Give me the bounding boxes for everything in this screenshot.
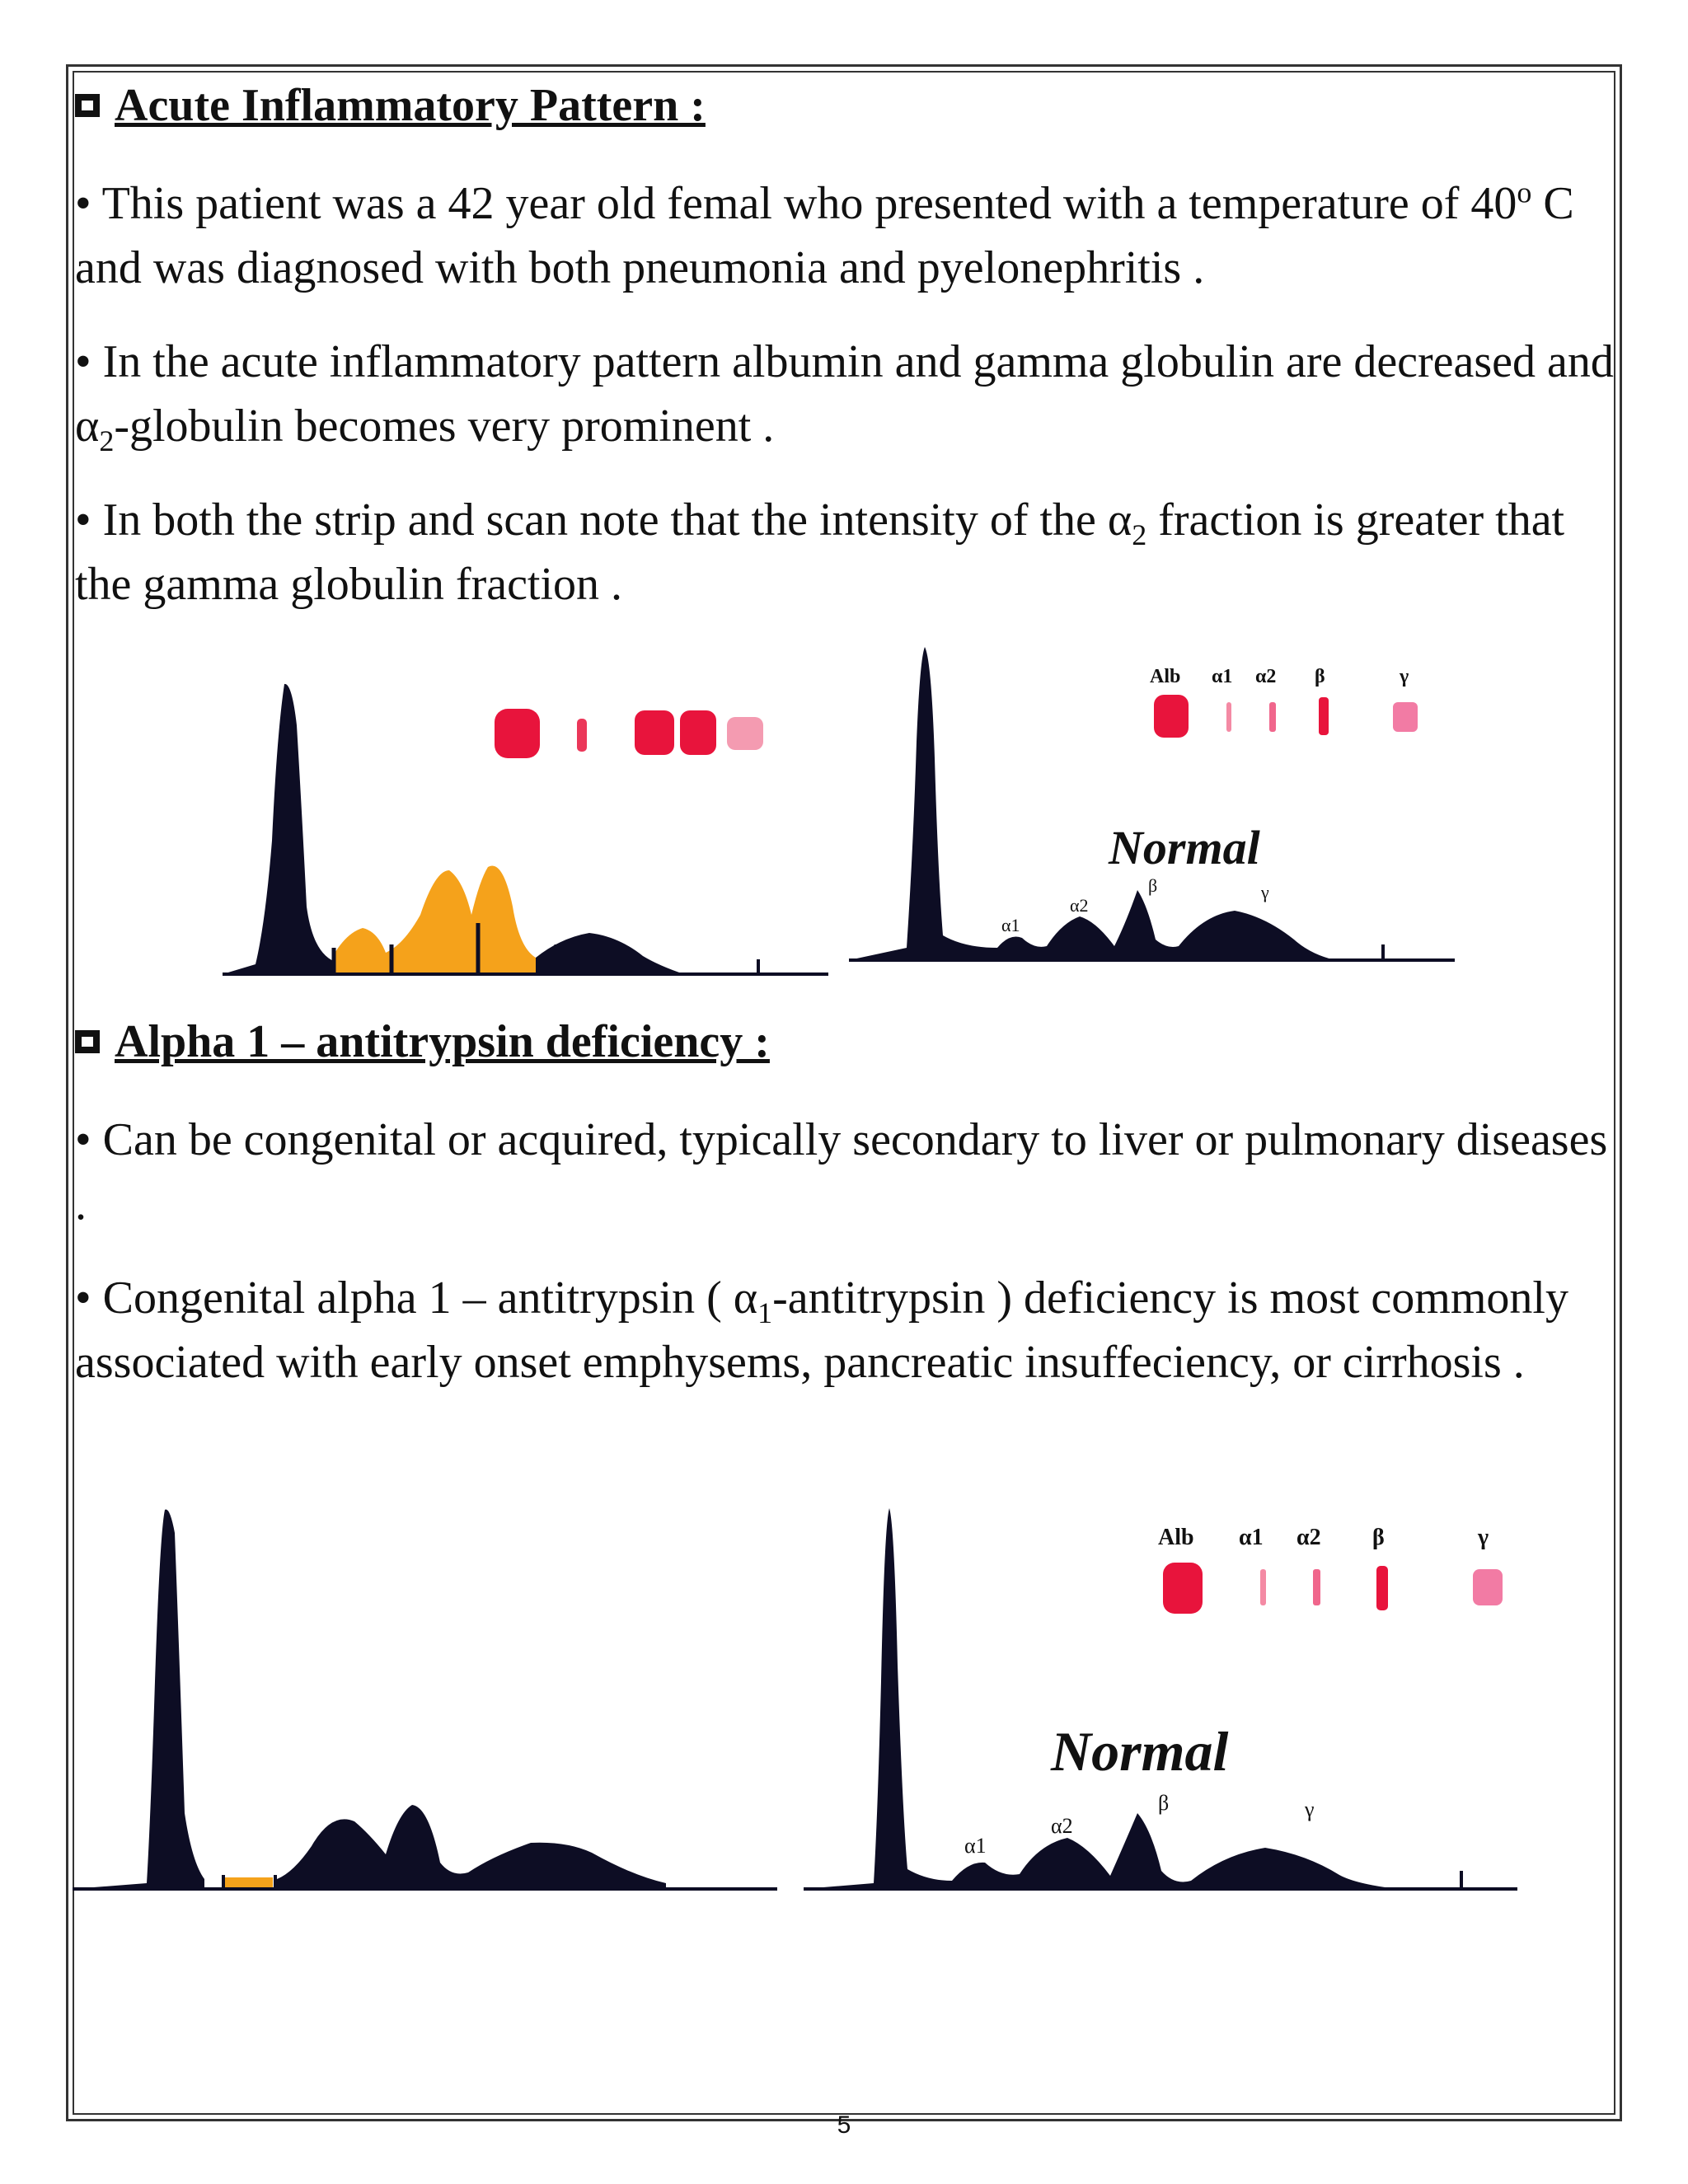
section-heading-acute-inflammatory: Acute Inflammatory Pattern : [75,82,706,129]
normal1-title: Normal [1109,821,1260,874]
acute-strip-band-beta [680,710,716,755]
square-bullet-icon [75,94,100,117]
acute-albumin-peak [223,684,338,974]
acute-inflammatory-scan-figure [223,676,832,981]
normal1-peak-label: α2 [1070,895,1089,916]
normal-pattern-figure-1 [849,643,1459,968]
a1def-missing-alpha1-highlight [225,1877,273,1887]
acute-strip-band-gamma [727,717,763,750]
normal1-lane-label: α1 [1212,666,1233,687]
normal2-albumin-peak [804,1508,1397,1889]
normal1-strip-band-beta [1319,697,1329,735]
normal-pattern-figure-2 [804,1500,1521,1897]
normal2-title: Normal [1051,1720,1229,1783]
acute-strip-band-a1 [577,719,587,752]
normal2-lane-label: α1 [1239,1525,1264,1550]
normal2-peak-label: γ [1305,1797,1315,1821]
acute-strip-band-alb [495,709,540,758]
normal1-peak-label: γ [1261,882,1269,902]
normal2-lane-label: γ [1478,1525,1489,1550]
alpha1-deficiency-scan-figure [73,1500,781,1896]
normal1-peak-label: α1 [1001,915,1020,935]
normal1-strip-band-alb [1154,695,1189,738]
normal1-strip-band-gamma [1393,702,1418,732]
normal2-lane-label: Alb [1158,1525,1194,1550]
paragraph-congenital-deficiency: • Congenital alpha 1 – antitrypsin ( $\alpha_1$-antitrypsin ) deficiency is most commonly associated with early onset emphysems, pancreatic insuffeciency, or cirrhosis . [75,1272,1568,1388]
normal2-strip-band-gamma [1473,1569,1503,1605]
normal2-peak-label: α2 [1051,1814,1073,1838]
a1def-globulin-peaks [277,1805,666,1889]
normal2-peak-label: α1 [964,1834,987,1858]
normal1-strip-band-a1 [1226,702,1231,732]
normal2-strip-band-beta [1376,1566,1388,1610]
normal2-lane-label: β [1372,1525,1385,1550]
paragraph-patient-description: • This patient was a 42 year old femal who presented with a temperature of 40$^o$ C and was diagnosed with both pneumonia and pyelonephritis . [75,176,1574,293]
paragraph-congenital-acquired: • Can be congenital or acquired, typically secondary to liver or pulmonary diseases . [75,1114,1608,1230]
normal1-strip-band-a2 [1269,702,1276,732]
paragraph-strip-scan-note: • In both the strip and scan note that the intensity of the $\alpha_2$ fraction is greater that the gamma globulin fraction . [75,494,1565,610]
page-number: 5 [837,2111,851,2139]
normal1-lane-label: γ [1400,666,1409,687]
normal2-strip-band-a1 [1260,1569,1266,1605]
normal2-strip-band-alb [1163,1563,1203,1614]
normal1-lane-label: Alb [1150,666,1181,687]
paragraph-acute-pattern: • In the acute inflammatory pattern albumin and gamma globulin are decreased and $\alpha_2$-globulin becomes very prominent . [75,336,1614,458]
square-bullet-icon [75,1030,100,1053]
normal2-strip-band-a2 [1313,1569,1320,1605]
normal1-albumin-peak [849,647,1335,960]
normal1-peak-label: β [1148,875,1158,896]
normal1-lane-label: α2 [1255,666,1277,687]
normal2-lane-label: α2 [1296,1525,1321,1550]
section-heading-alpha1-antitrypsin: Alpha 1 – antitrypsin deficiency : [75,1019,770,1065]
acute-globulin-highlight [333,866,536,974]
normal1-lane-label: β [1315,666,1325,687]
normal2-peak-label: β [1158,1791,1170,1815]
a1def-albumin-peak [73,1510,204,1889]
acute-strip-band-a2 [635,710,674,755]
